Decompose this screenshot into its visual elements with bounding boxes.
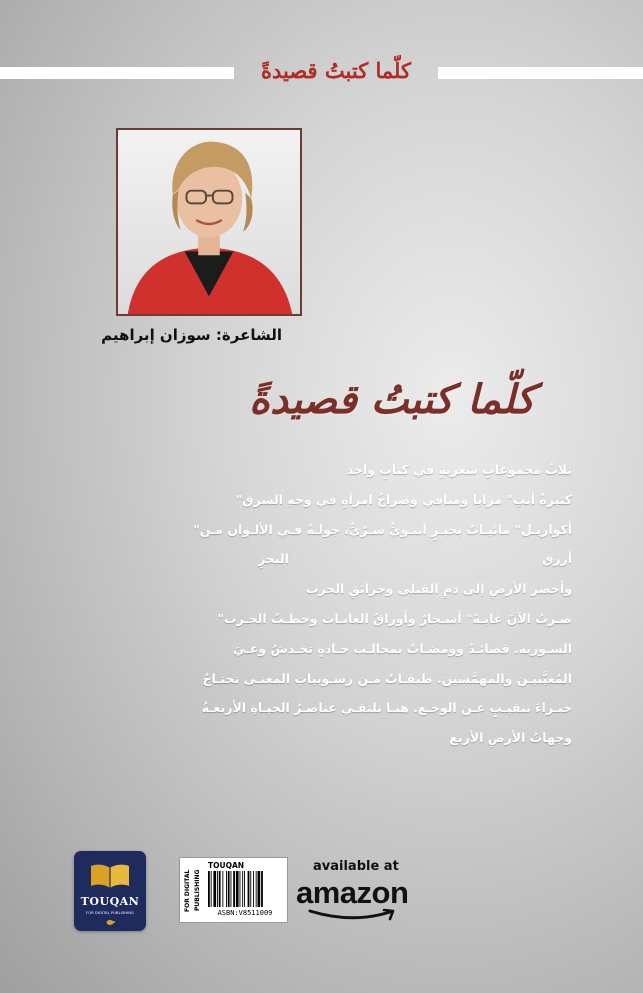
top-band-left xyxy=(0,67,234,79)
poet-name-label: الشاعرة: سوزان إبراهيم xyxy=(101,326,282,344)
poet-photo xyxy=(116,128,302,316)
barcode-label xyxy=(179,857,288,923)
barcode-brand: TOUQAN xyxy=(208,861,245,870)
blurb-line-9: خبـراءَ تنقيـبٍ عـن الوجـع. هنـا تلتقـي عناصـرُ الحيـاةِ الأربعـةُ xyxy=(201,700,572,716)
barcode-icon xyxy=(208,871,284,907)
blurb-word-albahr: البحرِ xyxy=(258,551,289,567)
poet-portrait-illustration xyxy=(118,130,300,314)
blurb-line-5: وأخضر الأرضِ إلى دمِ القتلى وحرائقِ الحرب xyxy=(305,581,572,597)
top-title: كلّما كتبتُ قصيدةً xyxy=(260,58,411,83)
amazon-smile-icon xyxy=(306,908,398,922)
open-book-icon xyxy=(90,863,130,889)
blurb-line-8: المُغيَّبيـن والمهمَّشين. طبقـاتٌ مـن رسـوبياتِ المعنـى تحتـاجُ xyxy=(202,670,572,686)
turtle-icon xyxy=(105,918,115,926)
blurb-line-1: ثلاثُ مجموعاتٍ شعريةٍ في كتابٍ واحد xyxy=(346,462,572,477)
blurb-line-6: صـرتُ الآنَ غابـةً" أشـجارٌ وأوراقُ الغابـات وحطـبُ الحـرب" xyxy=(217,610,572,626)
barcode-side-text-2: PUBLISHING xyxy=(194,869,201,912)
publisher-name: TOUQAN xyxy=(80,895,140,908)
publisher-tagline: FOR DIGITAL PUBLISHING xyxy=(86,911,134,915)
blurb-line-2: كثيرةٌ أنتِ" مرايا ومنافي وصراخُ امرأةٍ في وجهِ الشرق" xyxy=(235,491,572,507)
blurb-line-10: وجهاتُ الأرضِ الأربع xyxy=(449,730,572,746)
blurb-line-4 xyxy=(258,544,572,574)
barcode-side-text-1: FOR DIGITAL xyxy=(184,869,191,912)
top-band-right xyxy=(438,67,643,79)
blurb-word-azraq: أزرق xyxy=(542,551,572,567)
publisher-logo xyxy=(74,851,146,931)
blurb-line-3: أكواريـل" مائيـاتٌ بحبـرٍ أنثـويٍّ سـرّيٍّ، جولـةٌ فـي الألـوان مـن" xyxy=(193,521,572,537)
amazon-badge[interactable] xyxy=(296,859,408,921)
blurb-line-7: السـورية. قصائـدُ وومضـاتٌ بمخالـب حـادةٍ تخـدشُ وعـيَ xyxy=(232,640,572,656)
book-title: كلّما كتبتُ قصيدةً xyxy=(249,376,535,423)
book-blurb xyxy=(193,455,572,753)
amazon-logo-text: amazon xyxy=(296,875,409,910)
barcode-number: ASBN:V8511009 xyxy=(217,909,273,917)
amazon-available-text: available at xyxy=(313,859,399,874)
